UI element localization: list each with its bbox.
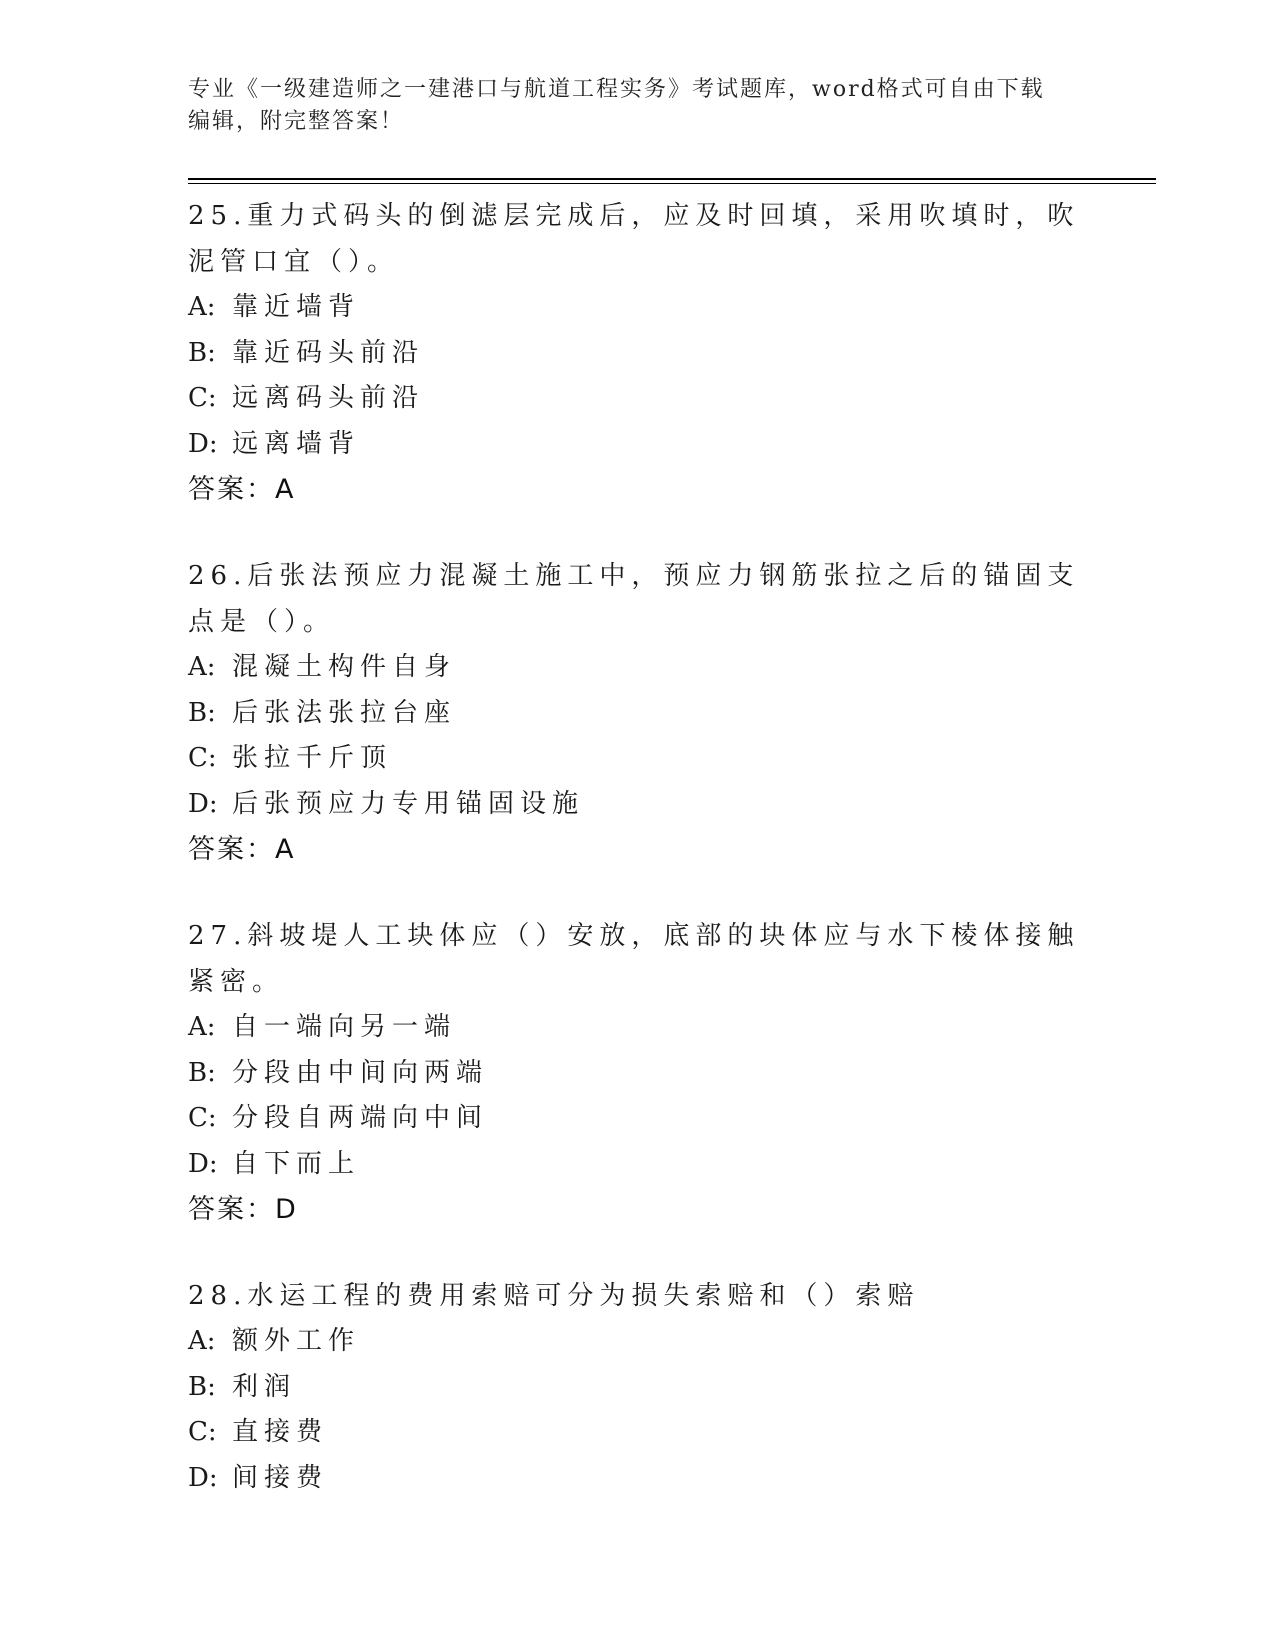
- answer-line: 答案：A: [188, 474, 296, 505]
- option-a: [188, 1319, 1088, 1365]
- option-d: [188, 1142, 1088, 1188]
- option-key: B:: [188, 337, 216, 368]
- option-c: [188, 376, 1088, 422]
- option-key: A:: [188, 292, 216, 322]
- option-text: 远离码头前沿: [232, 383, 425, 413]
- option-c: [188, 1096, 1088, 1142]
- option-b: [188, 331, 1088, 377]
- question-stem: 28.水运工程的费用索赔可分为损失索赔和（）索赔: [188, 1281, 920, 1311]
- option-d: [188, 782, 1088, 828]
- option-text: 自一端向另一端: [232, 1012, 457, 1042]
- option-key: C:: [188, 1417, 217, 1447]
- question-stem: 25.重力式码头的倒滤层完成后，应及时回填，采用吹填时，吹泥管口宜（）。: [188, 201, 1080, 277]
- option-text: 分段由中间向两端: [232, 1057, 489, 1088]
- option-key: D:: [188, 1148, 218, 1179]
- option-a: [188, 1005, 1088, 1051]
- option-text: 靠近墙背: [232, 292, 361, 322]
- option-text: 自下而上: [232, 1148, 361, 1179]
- question-list: [188, 193, 1088, 1541]
- question-28: [188, 1273, 1088, 1501]
- option-text: 利润: [232, 1371, 297, 1402]
- option-a: [188, 285, 1088, 331]
- document-header: [188, 74, 1088, 138]
- option-b: [188, 1051, 1088, 1097]
- header-line-1: 专业《一级建造师之一建港口与航道工程实务》考试题库，word格式可自由下载: [188, 77, 1045, 102]
- option-d: [188, 1456, 1088, 1502]
- option-key: A:: [188, 652, 216, 682]
- option-c: [188, 736, 1088, 782]
- option-text: 直接费: [232, 1417, 329, 1447]
- option-key: B:: [188, 1371, 216, 1402]
- option-d: [188, 422, 1088, 468]
- option-text: 后张法张拉台座: [232, 697, 457, 728]
- header-line-2: 编辑，附完整答案！: [188, 109, 405, 134]
- option-text: 混凝土构件自身: [232, 652, 457, 682]
- option-text: 靠近码头前沿: [232, 337, 425, 368]
- answer-line: 答案：D: [188, 1194, 298, 1225]
- option-b: [188, 1365, 1088, 1411]
- option-key: D:: [188, 428, 218, 459]
- option-text: 张拉千斤顶: [232, 743, 393, 773]
- option-key: B:: [188, 1057, 216, 1088]
- option-key: C:: [188, 743, 217, 773]
- header-divider-thin: [188, 183, 1156, 184]
- question-stem: 26.后张法预应力混凝土施工中，预应力钢筋张拉之后的锚固支点是（）。: [188, 561, 1080, 637]
- option-a: [188, 645, 1088, 691]
- option-text: 额外工作: [232, 1326, 361, 1356]
- option-c: [188, 1410, 1088, 1456]
- header-divider-thick: [188, 178, 1156, 180]
- option-b: [188, 691, 1088, 737]
- option-text: 分段自两端向中间: [232, 1103, 489, 1133]
- option-key: D:: [188, 1462, 218, 1493]
- option-key: C:: [188, 383, 217, 413]
- option-key: A:: [188, 1326, 216, 1356]
- answer-line: 答案：A: [188, 834, 296, 865]
- option-key: A:: [188, 1012, 216, 1042]
- question-27: [188, 913, 1088, 1233]
- option-text: 后张预应力专用锚固设施: [232, 788, 585, 819]
- option-key: B:: [188, 697, 216, 728]
- question-26: [188, 553, 1088, 873]
- question-25: [188, 193, 1088, 513]
- option-key: D:: [188, 788, 218, 819]
- question-stem: 27.斜坡堤人工块体应（）安放，底部的块体应与水下棱体接触紧密。: [188, 921, 1080, 997]
- option-key: C:: [188, 1103, 217, 1133]
- option-text: 远离墙背: [232, 428, 361, 459]
- option-text: 间接费: [232, 1462, 329, 1493]
